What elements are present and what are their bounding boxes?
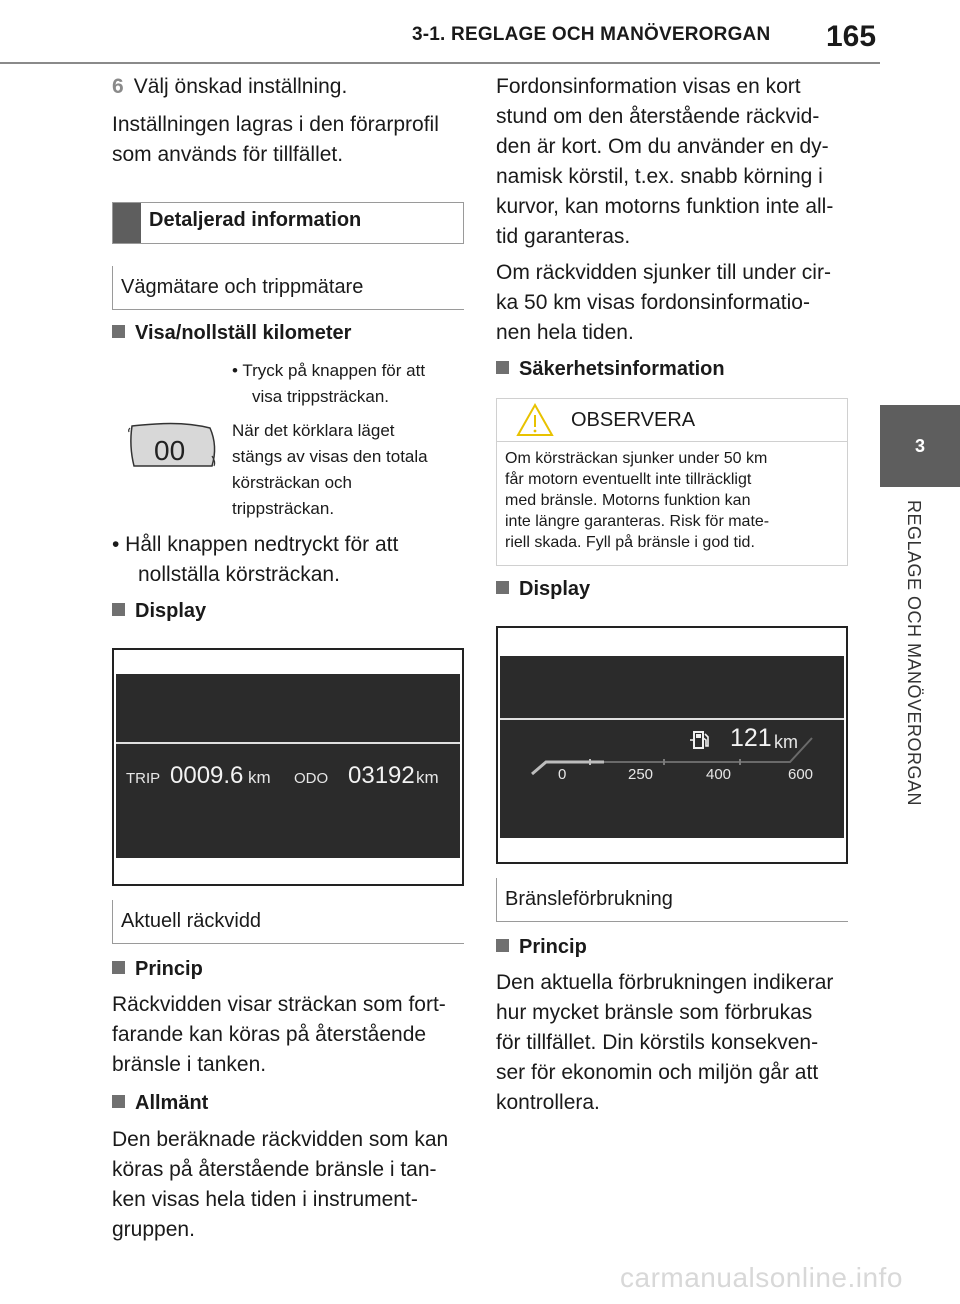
text-line: När det körklara läget xyxy=(232,421,395,440)
range-display-image xyxy=(496,626,848,864)
text-line: körsträckan och xyxy=(232,473,352,492)
warning-triangle-icon xyxy=(515,402,555,438)
trip-label: TRIP xyxy=(126,770,161,787)
trip-display-image xyxy=(112,648,464,886)
text-line: Den beräknade räckvidden som kan xyxy=(112,1128,449,1151)
chapter-tab[interactable] xyxy=(880,405,960,487)
text-line: får motorn eventuellt inte tillräckligt xyxy=(505,471,752,488)
subheading-text: Display xyxy=(519,578,591,600)
range-gauge xyxy=(528,728,828,778)
text-line: ka 50 km visas fordonsinformatio- xyxy=(496,291,810,314)
subheading-allmant xyxy=(112,1092,208,1115)
gauge-tick-label: 0 xyxy=(558,766,567,783)
vehicle-info-paragraph xyxy=(496,72,833,252)
settings-paragraph xyxy=(112,110,439,170)
text-line: kontrollera. xyxy=(496,1091,600,1114)
topic-heading-range: Aktuell räckvidd xyxy=(112,900,464,944)
text-line: kurvor, kan motorns funktion inte all- xyxy=(496,195,834,218)
subheading-display-right xyxy=(496,578,590,601)
odo-value: 03192 xyxy=(348,762,415,789)
range-threshold-paragraph xyxy=(496,258,831,348)
subheading-text: Allmänt xyxy=(135,1092,209,1114)
button-description xyxy=(232,358,472,522)
text-line: som används för tillfället. xyxy=(112,143,344,166)
subheading-princip-right xyxy=(496,936,587,959)
step-number: 6 xyxy=(112,75,124,98)
text-line: • Tryck på knappen för att xyxy=(232,361,426,380)
warning-title: OBSERVERA xyxy=(571,408,696,431)
text-line: Om räckvidden sjunker till under cir- xyxy=(496,261,831,284)
range-value: 121 xyxy=(730,724,772,752)
text-line: med bränsle. Motorns funktion kan xyxy=(505,492,751,509)
hold-instruction xyxy=(112,530,398,590)
subheading-text: Display xyxy=(135,600,207,622)
chapter-side-label: REGLAGE OCH MANÖVERORGAN xyxy=(904,500,924,807)
range-unit: km xyxy=(774,732,798,752)
text-line: ken visas hela tiden i instrument- xyxy=(112,1188,418,1211)
square-bullet-icon xyxy=(496,581,509,594)
text-line: den är kort. Om du använder en dy- xyxy=(496,135,829,158)
subheading-text: Säkerhetsinformation xyxy=(519,358,725,380)
text-line: Om körsträckan sjunker under 50 km xyxy=(505,450,768,467)
text-line: visa trippsträckan. xyxy=(252,387,389,406)
display-divider xyxy=(500,718,844,720)
text-line: Den aktuella förbrukningen indikerar xyxy=(496,971,834,994)
text-line: gruppen. xyxy=(112,1218,195,1241)
trip-value: 0009.6 xyxy=(170,762,244,789)
button-label: 00 xyxy=(154,435,186,466)
subheading-text: Princip xyxy=(135,958,203,980)
text-line: farande kan köras på återstående xyxy=(112,1023,427,1046)
trip-unit: km xyxy=(248,768,271,787)
text-line: bränsle i tanken. xyxy=(112,1053,267,1076)
section-title: 3-1. REGLAGE OCH MANÖVERORGAN xyxy=(412,24,771,45)
subheading-text: Visa/nollställ kilometer xyxy=(135,322,352,344)
step-6 xyxy=(112,72,347,102)
topic-heading-odometer: Vägmätare och trippmätare xyxy=(112,266,464,310)
header-rule xyxy=(0,62,880,64)
odo-label: ODO xyxy=(294,770,329,787)
warning-text xyxy=(497,442,847,559)
text-line: inte längre garanteras. Risk för mate- xyxy=(505,513,770,530)
square-bullet-icon xyxy=(496,939,509,952)
gauge-tick-label: 400 xyxy=(706,766,732,783)
step-text: Välj önskad inställning. xyxy=(133,75,348,98)
princip-paragraph-right xyxy=(496,968,833,1118)
warning-box xyxy=(496,398,848,566)
text-line: namisk körstil, t.ex. snabb körning i xyxy=(496,165,823,188)
page-number: 165 xyxy=(826,20,877,53)
trip-button-illustration xyxy=(126,420,220,472)
topic-heading-fuel: Bränsleförbrukning xyxy=(496,878,848,922)
text-line: tid garanteras. xyxy=(496,225,631,248)
info-box xyxy=(112,202,464,244)
text-line: Fordonsinformation visas en kort xyxy=(496,75,801,98)
display-divider xyxy=(116,742,460,744)
square-bullet-icon xyxy=(112,1095,125,1108)
text-line: • Håll knappen nedtryckt för att xyxy=(112,533,399,556)
text-line: nollställa körsträckan. xyxy=(138,563,340,586)
odo-unit: km xyxy=(416,768,439,787)
text-line: ser för ekonomin och miljön går att xyxy=(496,1061,819,1084)
text-line: Räckvidden visar sträckan som fort- xyxy=(112,993,446,1016)
subheading-sakerhet xyxy=(496,358,725,381)
warning-header xyxy=(497,399,847,442)
text-line: riell skada. Fyll på bränsle i god tid. xyxy=(505,534,755,551)
subheading-princip-left xyxy=(112,958,203,981)
text-line: hur mycket bränsle som förbrukas xyxy=(496,1001,813,1024)
info-box-title: Detaljerad information xyxy=(149,209,362,231)
chapter-number: 3 xyxy=(914,435,925,456)
info-box-bar xyxy=(113,203,141,243)
text-line: stängs av visas den totala xyxy=(232,447,428,466)
text-line: Inställningen lagras i den förarprofil xyxy=(112,113,439,136)
square-bullet-icon xyxy=(112,603,125,616)
gauge-tick-label: 600 xyxy=(788,766,814,783)
princip-paragraph-left xyxy=(112,990,446,1080)
text-line: för tillfället. Din körstils konsekven- xyxy=(496,1031,819,1054)
square-bullet-icon xyxy=(112,325,125,338)
text-line: trippsträckan. xyxy=(232,499,335,518)
gauge-tick-label: 250 xyxy=(628,766,654,783)
subheading-display-left xyxy=(112,600,206,623)
text-line: stund om den återstående räckvid- xyxy=(496,105,820,128)
square-bullet-icon xyxy=(496,361,509,374)
text-line: köras på återstående bränsle i tan- xyxy=(112,1158,437,1181)
subheading-text: Princip xyxy=(519,936,587,958)
allmant-paragraph xyxy=(112,1125,448,1245)
text-line: nen hela tiden. xyxy=(496,321,634,344)
square-bullet-icon xyxy=(112,961,125,974)
subheading-visa xyxy=(112,322,351,345)
watermark: carmanualsonline.info xyxy=(620,1262,903,1293)
